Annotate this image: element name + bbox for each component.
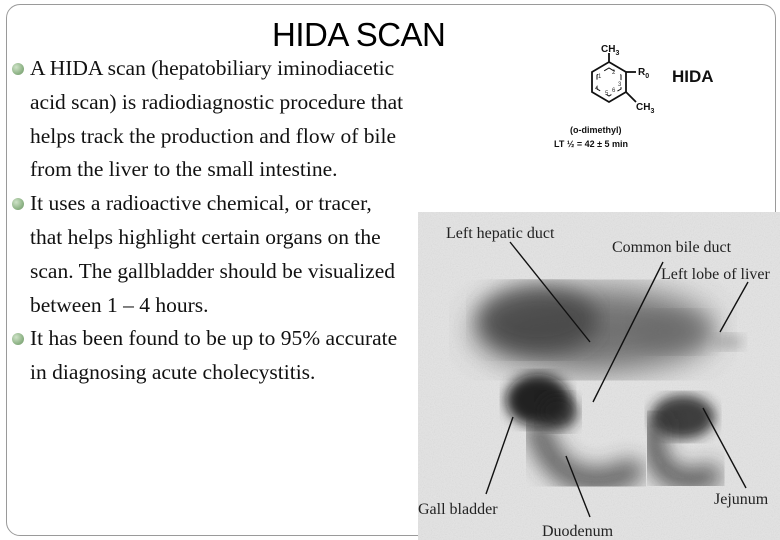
ring-number: 5 [605,91,609,97]
bullet-icon [12,198,24,210]
label-common-bile-duct: Common bile duct [612,239,732,256]
half-life-label: LT ½ = 42 ± 5 min [554,139,629,149]
slide-title: HIDA SCAN [272,16,446,53]
dimethyl-label: (o-dimethyl) [570,125,622,135]
bullet-text: A HIDA scan (hepatobiliary iminodiacetic acid scan) is radiodiagnostic procedure that helps track the production and flow of bile from the liver to the small intestine. [30,56,404,182]
bullet-item [10,187,405,322]
ring-numbers [595,70,622,97]
bullet-icon [12,63,24,75]
label-left-hepatic-duct: Left hepatic duct [446,225,555,242]
hida-label: HIDA [672,67,714,86]
bond-bottom [626,92,636,102]
bullet-item [10,52,405,187]
bullet-text: It has been found to be up to 95% accurate in diagnosing acute cholecystitis. [30,326,398,385]
hida-structure-diagram [552,40,742,155]
r-label: $R_0$ [638,67,650,80]
ch3-top-label: $CH_3$ [601,44,620,57]
ch3-bottom-label: $CH_3$ [636,102,655,115]
label-left-lobe-of-liver: Left lobe of liver [661,266,770,283]
label-gall-bladder: Gall bladder [418,501,498,518]
bullet-list [10,52,405,390]
bullet-item [10,322,405,390]
ring-number: 3 [618,82,622,88]
ring-number: 6 [612,88,616,94]
hida-scan-image [418,212,780,540]
ring-number: 1 [598,74,602,80]
label-jejunum: Jejunum [714,491,769,508]
ring-number: 2 [612,70,616,76]
ring-number: 4 [595,86,599,92]
bullet-text: It uses a radioactive chemical, or tracer, that helps highlight certain organs on the scan. The gallbladder should be visualized between 1 – 4 hours. [30,191,395,317]
bullet-icon [12,333,24,345]
label-duodenum: Duodenum [542,523,614,540]
